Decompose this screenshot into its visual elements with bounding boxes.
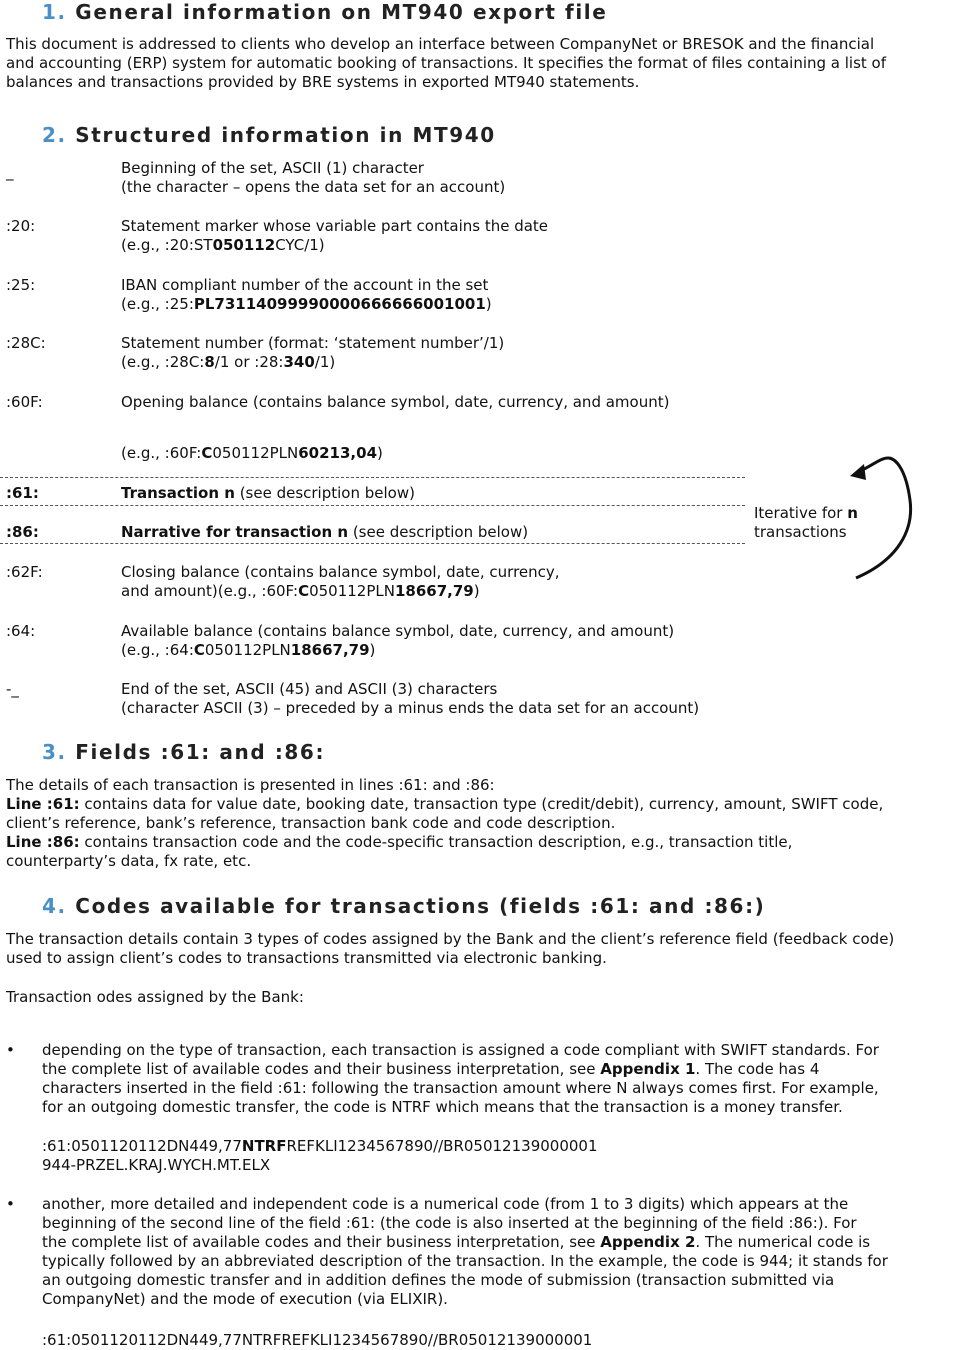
bullet-2-icon: • [6, 1195, 15, 1213]
paragraph-line [6, 833, 883, 852]
inline-text: contains transaction code and the code-specific transaction description, e.g., transaction title, [79, 833, 793, 851]
bullet-1-icon: • [6, 1041, 15, 1059]
example-text: 050112PLN [309, 582, 395, 600]
desc-line: End of the set, ASCII (45) and ASCII (3) characters [121, 680, 498, 698]
label-bold: Transaction n [121, 484, 235, 502]
example-text: (e.g., :25: [121, 295, 194, 313]
divider-dashed [0, 505, 745, 506]
section-3-title: Fields :61: and :86: [75, 740, 326, 764]
paragraph-line: The details of each transaction is presented in lines :61: and :86: [6, 776, 495, 794]
divider-dashed [0, 543, 745, 544]
field-tag-60f: :60F: [6, 393, 43, 411]
bullet-line: an outgoing domestic transfer and in addition defines the mode of submission (transaction submitted via [42, 1271, 835, 1289]
desc-line: Beginning of the set, ASCII (1) character [121, 159, 424, 177]
section-4-paragraph [6, 930, 894, 968]
bullet-line: CompanyNet) and the mode of execution (via ELIXIR). [42, 1290, 448, 1308]
section-4-number: 4. [42, 894, 67, 918]
inline-bold: Appendix 2 [600, 1233, 696, 1251]
code-text: REFKLI1234567890//BR05012139000001 [286, 1137, 598, 1155]
label-text: (see description below) [234, 484, 415, 502]
section-1-paragraph [6, 35, 886, 92]
paragraph-line: client’s reference, bank’s reference, transaction bank code and code description. [6, 814, 616, 832]
section-4-heading [42, 894, 765, 918]
section-3-paragraph [6, 776, 883, 871]
example-text: (e.g., :20:ST [121, 236, 213, 254]
bullet-line: depending on the type of transaction, each transaction is assigned a code compliant with SWIFT standards. For [42, 1041, 879, 1059]
field-desc-25 [121, 276, 492, 314]
field-tag-end: -_ [6, 680, 19, 698]
paragraph-line: This document is addressed to clients who develop an interface between CompanyNet or BRESOK and the financial [6, 35, 875, 53]
example-text: (e.g., :64: [121, 641, 194, 659]
example-code-1 [42, 1137, 598, 1175]
example-bold: C [201, 444, 213, 462]
example-bold: C [193, 641, 205, 659]
section-1-heading [42, 0, 607, 24]
field-tag-61: :61: [6, 484, 39, 502]
field-tag-62f: :62F: [6, 563, 43, 581]
desc-line: Statement marker whose variable part contains the date [121, 217, 549, 235]
note-line: transactions [754, 523, 847, 541]
bullet-line: another, more detailed and independent code is a numerical code (from 1 to 3 digits) which appears at the [42, 1195, 849, 1213]
section-4-title: Codes available for transactions (fields :61: and :86:) [75, 894, 766, 918]
paragraph-line: The transaction details contain 3 types of codes assigned by the Bank and the client’s reference field (feedback code) [6, 930, 895, 948]
codes-intro: Transaction odes assigned by the Bank: [6, 988, 304, 1006]
code-bold: NTRF [241, 1137, 287, 1155]
desc-line: (the character – opens the data set for an account) [121, 178, 506, 196]
bullet-1-text [42, 1041, 879, 1117]
field-tag-86: :86: [6, 523, 39, 541]
example-text: (e.g., :60F: [121, 444, 202, 462]
example-line [121, 582, 560, 601]
example-bold: 18667,79 [394, 582, 474, 600]
field-tag-64: :64: [6, 622, 36, 640]
example-bold: 050112 [212, 236, 276, 254]
desc-line: IBAN compliant number of the account in the set [121, 276, 489, 294]
paragraph-line: counterparty’s data, fx rate, etc. [6, 852, 252, 870]
example-bold: C [298, 582, 310, 600]
field-desc-start [121, 159, 505, 197]
example-text: /1 or :28: [214, 353, 284, 371]
field-tag-20: :20: [6, 217, 36, 235]
inline-text: the complete list of available codes and their business interpretation, see [42, 1233, 601, 1251]
example-text: 050112PLN [212, 444, 299, 462]
paragraph-line [6, 795, 883, 814]
field-desc-60f: Opening balance (contains balance symbol, date, currency, and amount) [121, 393, 670, 411]
inline-text: . The code has 4 [695, 1060, 820, 1078]
field-tag-25: :25: [6, 276, 36, 294]
section-3-heading [42, 740, 325, 764]
code-line: 944-PRZEL.KRAJ.WYCH.MT.ELX [42, 1156, 271, 1174]
bullet-line: for an outgoing domestic transfer, the code is NTRF which means that the transaction is a money transfer. [42, 1098, 843, 1116]
field-desc-28c [121, 334, 504, 372]
bullet-line: beginning of the second line of the field :61: (the code is also inserted at the beginning of the field :86:). For [42, 1214, 857, 1232]
desc-line: Available balance (contains balance symbol, date, currency, and amount) [121, 622, 675, 640]
divider-dashed [0, 477, 745, 478]
example-bold: 8 [204, 353, 215, 371]
field-desc-62f [121, 563, 560, 601]
example-text: ) [485, 295, 492, 313]
bullet-2-text [42, 1195, 888, 1309]
example-text: 050112PLN [204, 641, 291, 659]
code-line [42, 1137, 598, 1156]
desc-line: Closing balance (contains balance symbol, date, currency, [121, 563, 560, 581]
field-tag-start: _ [6, 163, 14, 181]
example-text: (e.g., :28C: [121, 353, 205, 371]
example-text: ) [377, 444, 383, 462]
label-bold: Narrative for transaction n [121, 523, 349, 541]
paragraph-line: and accounting (ERP) system for automatic booking of transactions. It specifies the format of files containing a list of [6, 54, 887, 72]
example-line [121, 295, 492, 314]
example-line [121, 353, 504, 372]
field-desc-61 [121, 484, 415, 503]
field-tag-28c: :28C: [6, 334, 46, 352]
field-desc-64 [121, 622, 674, 660]
field-desc-end [121, 680, 699, 718]
inline-bold: Line :61: [6, 795, 80, 813]
example-line [121, 641, 674, 660]
loop-arrow-icon [848, 450, 928, 590]
field-desc-20 [121, 217, 548, 255]
example-bold: 18667,79 [290, 641, 370, 659]
section-2-title: Structured information in MT940 [75, 123, 496, 147]
bullet-line: characters inserted in the field :61: following the transaction amount where N always comes first. For example, [42, 1079, 879, 1097]
example-bold: 340 [283, 353, 315, 371]
section-2-number: 2. [42, 123, 67, 147]
inline-text: the complete list of available codes and their business interpretation, see [42, 1060, 601, 1078]
example-text: ) [369, 641, 376, 659]
note-line [754, 504, 858, 523]
section-2-heading [42, 123, 496, 147]
bullet-line: typically followed by an abbreviated description of the transaction. In the example, the code is 944; it stands for [42, 1252, 888, 1270]
inline-text: . The numerical code is [695, 1233, 871, 1251]
example-text: CYC/1) [275, 236, 325, 254]
desc-line: (character ASCII (3) – preceded by a minus ends the data set for an account) [121, 699, 700, 717]
paragraph-line: used to assign client’s codes to transactions transmitted via electronic banking. [6, 949, 607, 967]
note-text: Iterative for [754, 504, 848, 522]
example-text: ) [473, 582, 480, 600]
bullet-line [42, 1060, 879, 1079]
section-3-number: 3. [42, 740, 67, 764]
example-bold: 60213,04 [298, 444, 378, 462]
paragraph-line: balances and transactions provided by BRE systems in exported MT940 statements. [6, 73, 640, 91]
iterative-note [754, 504, 858, 542]
desc-line: Statement number (format: ‘statement number’/1) [121, 334, 505, 352]
section-1-title: General information on MT940 export file [75, 0, 608, 24]
code-text: :61:0501120112DN449,77 [42, 1137, 242, 1155]
note-bold: n [847, 504, 858, 522]
example-text: /1) [314, 353, 336, 371]
example-bold: PL73114099990000666666001001 [193, 295, 486, 313]
bullet-line [42, 1233, 888, 1252]
field-desc-86 [121, 523, 528, 542]
example-code-2: :61:0501120112DN449,77NTRFREFKLI1234567890//BR05012139000001 [42, 1331, 593, 1349]
inline-bold: Appendix 1 [600, 1060, 696, 1078]
section-1-number: 1. [42, 0, 67, 24]
inline-bold: Line :86: [6, 833, 80, 851]
inline-text: contains data for value date, booking date, transaction type (credit/debit), currency, amount, SWIFT code, [79, 795, 884, 813]
example-text: and amount)(e.g., :60F: [121, 582, 299, 600]
label-text: (see description below) [348, 523, 529, 541]
field-example-60f [121, 444, 383, 463]
example-line [121, 236, 548, 255]
